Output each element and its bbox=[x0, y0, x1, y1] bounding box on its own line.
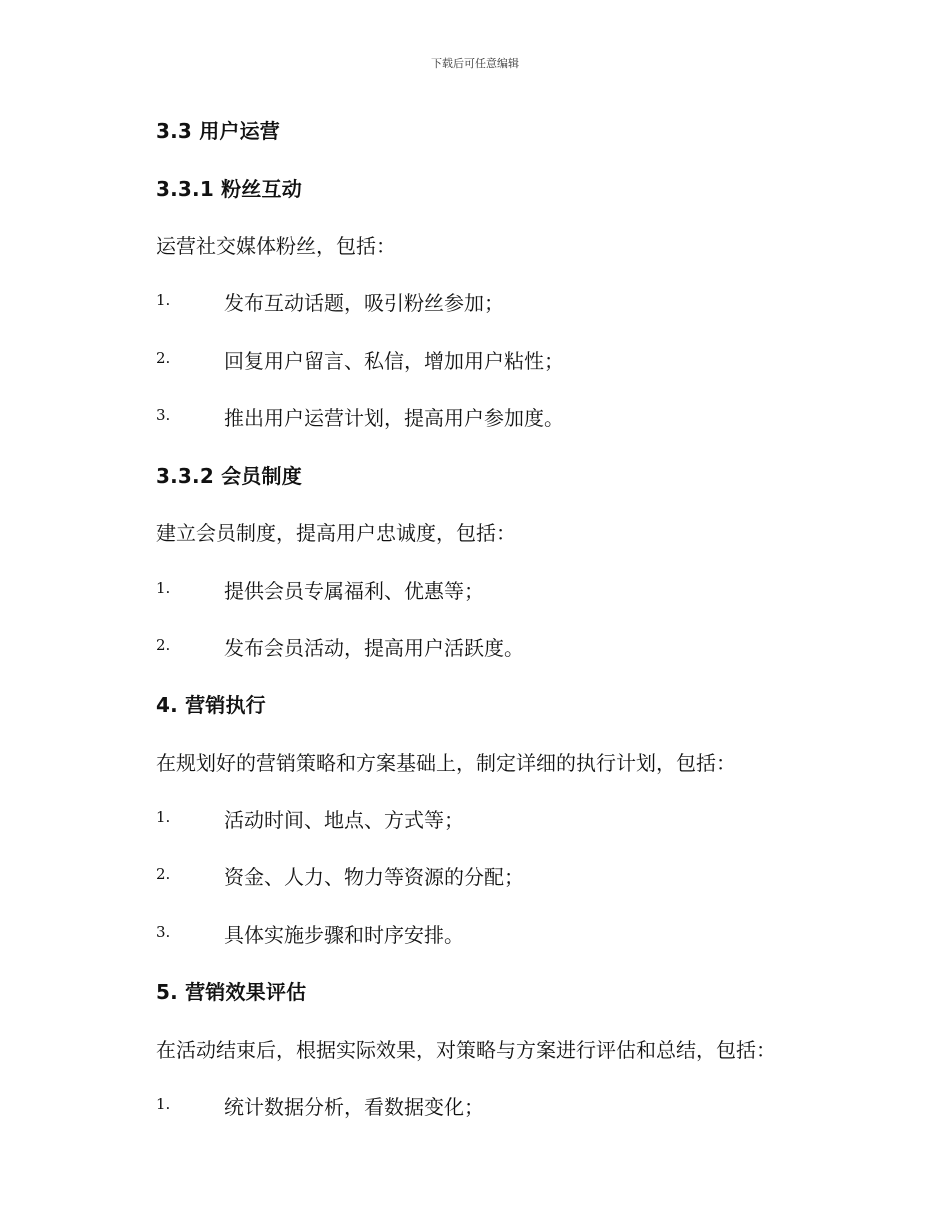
list-text: 推出用户运营计划，提高用户参加度。 bbox=[224, 406, 564, 430]
list-number: 3. bbox=[156, 923, 171, 941]
list-number: 2. bbox=[156, 636, 171, 654]
list-number: 1. bbox=[156, 1095, 171, 1113]
paragraph-evaluation: 在活动结束后，根据实际效果，对策略与方案进行评估和总结，包括： bbox=[156, 1038, 776, 1062]
paragraph-execution: 在规划好的营销策略和方案基础上，制定详细的执行计划，包括： bbox=[156, 751, 736, 775]
list-text: 具体实施步骤和时序安排。 bbox=[224, 923, 464, 947]
heading-5: 5. 营销效果评估 bbox=[156, 980, 307, 1004]
list-number: 1. bbox=[156, 291, 171, 309]
list-item bbox=[156, 861, 856, 891]
list-text: 发布互动话题，吸引粉丝参加； bbox=[224, 291, 504, 315]
list-item bbox=[156, 632, 856, 662]
list-text: 资金、人力、物力等资源的分配； bbox=[224, 865, 524, 889]
list-text: 活动时间、地点、方式等； bbox=[224, 808, 464, 832]
heading-3-3: 3.3 用户运营 bbox=[156, 119, 280, 143]
list-number: 2. bbox=[156, 865, 171, 883]
paragraph-membership: 建立会员制度，提高用户忠诚度，包括： bbox=[156, 521, 516, 545]
list-text: 发布会员活动，提高用户活跃度。 bbox=[224, 636, 524, 660]
list-item bbox=[156, 919, 856, 949]
list-text: 回复用户留言、私信，增加用户粘性； bbox=[224, 349, 564, 373]
page-header-note: 下载后可任意编辑 bbox=[431, 57, 519, 70]
list-item bbox=[156, 1091, 856, 1121]
list-item bbox=[156, 804, 856, 834]
list-text: 统计数据分析，看数据变化； bbox=[224, 1095, 484, 1119]
list-item bbox=[156, 287, 856, 317]
list-number: 1. bbox=[156, 579, 171, 597]
list-number: 3. bbox=[156, 406, 171, 424]
heading-3-3-1: 3.3.1 粉丝互动 bbox=[156, 177, 302, 201]
list-item bbox=[156, 575, 856, 605]
heading-3-3-2: 3.3.2 会员制度 bbox=[156, 464, 302, 488]
paragraph-fan-interaction: 运营社交媒体粉丝，包括： bbox=[156, 234, 396, 258]
list-text: 提供会员专属福利、优惠等； bbox=[224, 579, 484, 603]
list-item bbox=[156, 345, 856, 375]
list-number: 1. bbox=[156, 808, 171, 826]
heading-4: 4. 营销执行 bbox=[156, 693, 266, 717]
list-number: 2. bbox=[156, 349, 171, 367]
list-item bbox=[156, 402, 856, 432]
